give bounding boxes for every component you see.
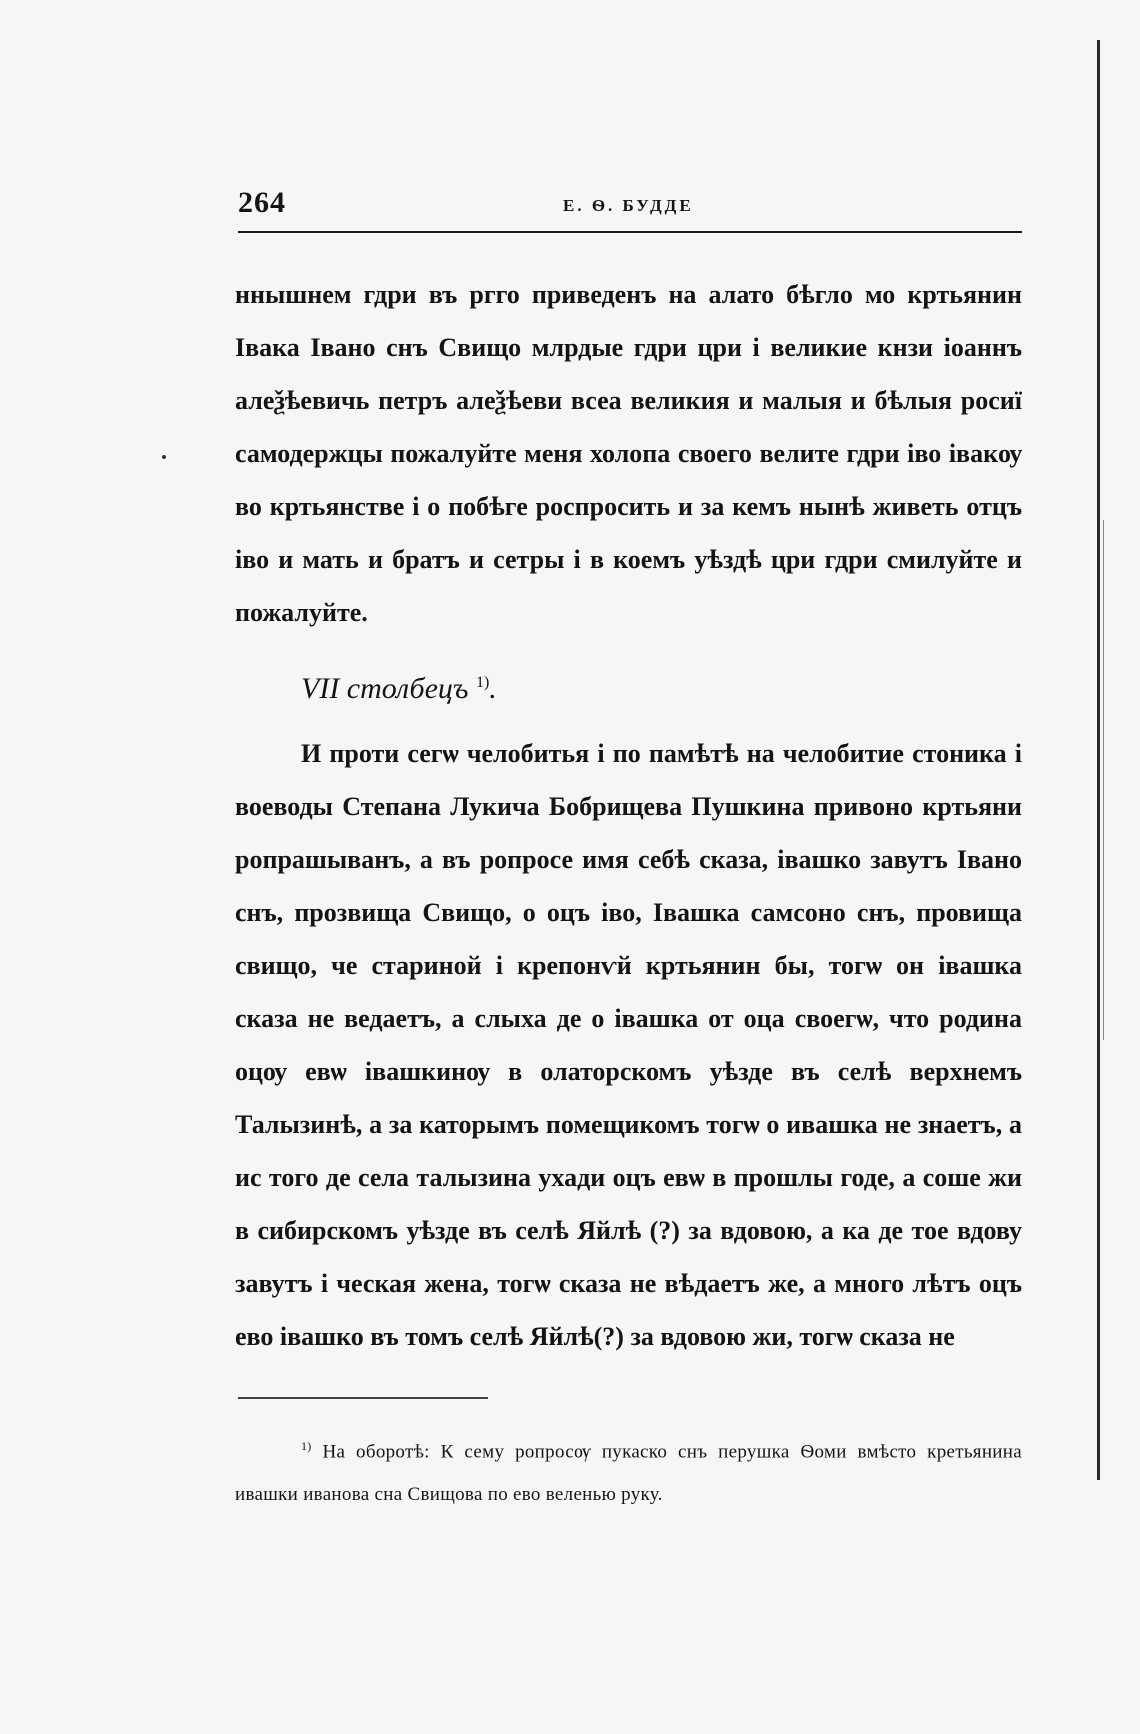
main-text (235, 268, 1022, 1363)
section-heading (301, 653, 1022, 719)
margin-mark (162, 455, 166, 459)
header-rule (238, 231, 1022, 233)
paragraph: ннышнем гдри въ ргго приведенъ на алато бѣгло мо кртьянин Івака Івано снъ Свищо млрдые гдри цри і великие кнзи іоаннъ алеѯѣевичь петръ алеѯѣеви всеа великия и малыя и бѣлыя росиї самодержцы пожалуйте меня холопа своего велите гдри іво івакѹ во кртьянстве і о побѣге роспросить и за кемъ нынѣ живеть отцъ іво и мать и братъ и сетры і в коемъ уѣздѣ цри гдри смилуйте и пожалуйте. (235, 280, 1022, 627)
paragraph: И проти сегѡ челобитья і по памѣтѣ на челобитие стоника і воеводы Степана Лукича Бобрищева Пушкина привоно кртьяни ропрашыванъ, а въ ропросе имя себѣ сказа, івашко завутъ Івано снъ, прозвища Свищо, о оцъ іво, Івашка самсоно снъ, провища свищо, че стариной і крепонѵй кртьянин бы, тогѡ он івашка сказа не ведаетъ, а слыха де о івашка от оца своегѡ, что родина оцѹ евѡ івашкинѹ в олаторскомъ уѣзде въ селѣ верхнемъ Талызинѣ, а за каторымъ помещикомъ тогѡ о ивашка не знаетъ, а ис того де села талызина ухади оцъ евѡ в прошлы годе, а соше жи в сибирскомъ уѣзде въ селѣ Яйлѣ (?) за вдовою, а ка де тое вдову завутъ і ческая жена, тогѡ сказа не вѣдаетъ же, а много лѣтъ оцъ ево івашко въ томъ селѣ Яйлѣ(?) за вдовою жи, тогѡ сказа не (235, 739, 1022, 1351)
footnote (235, 1425, 1022, 1516)
footnote-marker: 1) (301, 1439, 312, 1453)
page-number: 264 (238, 186, 286, 219)
section-heading-text: VII столбецъ (301, 672, 469, 705)
footnote-rule (238, 1397, 488, 1399)
page-edge-line-thin (1103, 520, 1104, 1040)
page-edge-line (1097, 40, 1100, 1480)
section-heading-tail: . (489, 672, 497, 705)
footnote-text: На оборотѣ: К сему ропросѹ пукаско снъ перушка Ѳоми вмѣсто кретьянина ивашки иванова сна Свищова по ево веленью руку. (235, 1441, 1022, 1506)
page-header (238, 186, 1022, 232)
running-head: Е. Ѳ. БУДДЕ (563, 196, 694, 215)
footnote-reference: 1) (475, 674, 490, 691)
